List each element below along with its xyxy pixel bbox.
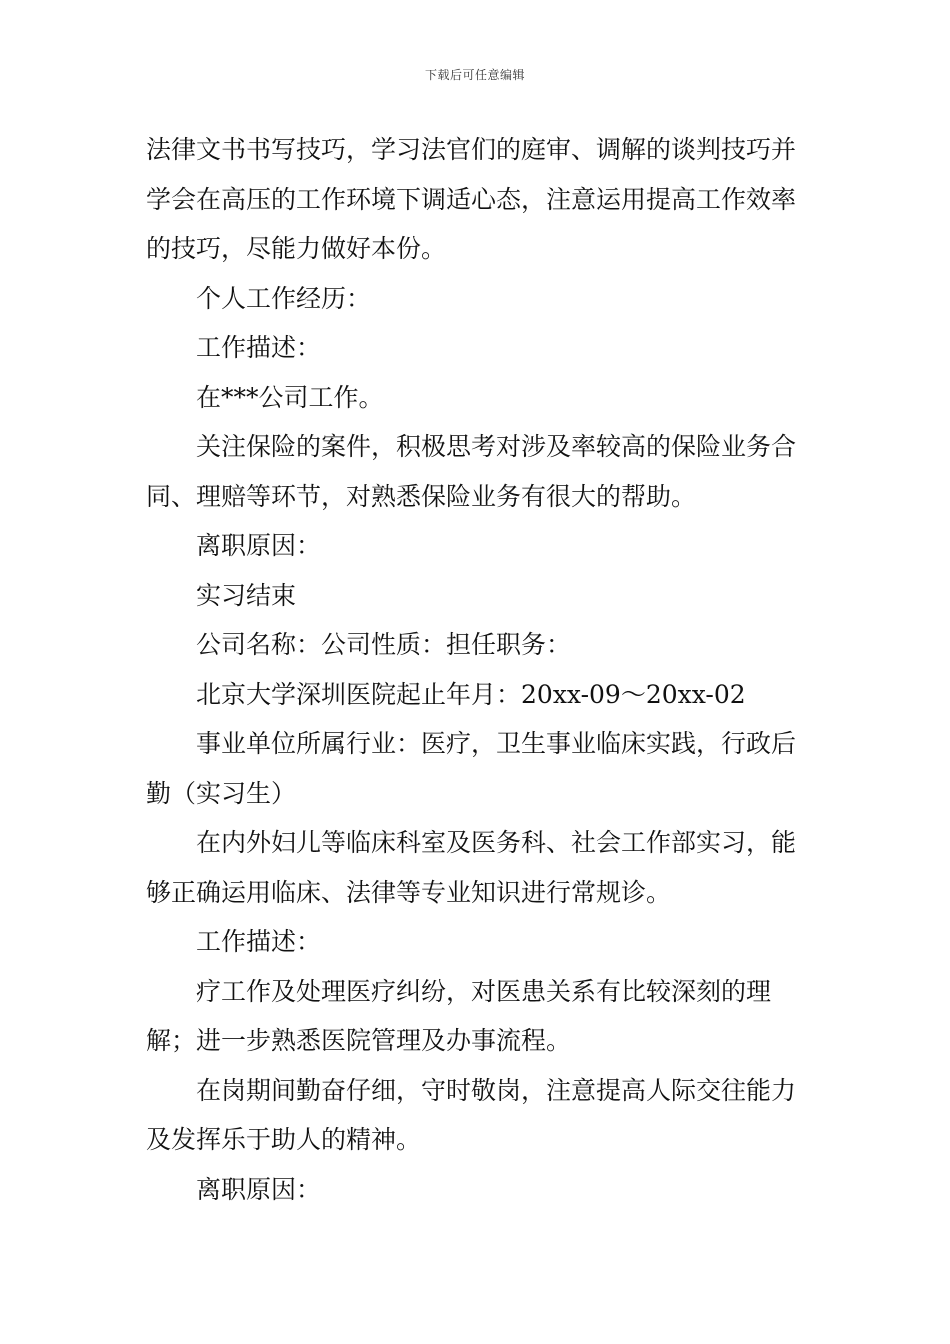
paragraph-leaving-reason-label: 离职原因： (196, 531, 322, 560)
paragraph-internship-departments: 在内外妇儿等临床科室及医务科、社会工作部实习，能够正确运用临床、法律等专业知识进行常规诊。 (146, 828, 797, 907)
paragraph-industry: 事业单位所属行业：医疗，卫生事业临床实践，行政后勤（实习生） (146, 729, 797, 808)
paragraph-job-description-label-2: 工作描述： (196, 927, 322, 956)
paragraph-insurance-cases: 关注保险的案件，积极思考对涉及率较高的保险业务合同、理赔等环节，对熟悉保险业务有很大的帮助。 (146, 432, 797, 511)
paragraph-continuation: 法律文书书写技巧，学习法官们的庭审、调解的谈判技巧并学会在高压的工作环境下调适心态，注意运用提高工作效率的技巧，尽能力做好本份。 (146, 135, 797, 263)
paragraph-hospital-dates: 北京大学深圳医院起止年月：20xx-09～20xx-02 (196, 679, 746, 709)
paragraph-work-history-heading: 个人工作经历： (196, 283, 372, 313)
paragraph-company: 在***公司工作。 (196, 382, 384, 412)
paragraph-medical-work: 疗工作及处理医疗纠纷，对医患关系有比较深刻的理解；进一步熟悉医院管理及办事流程。 (146, 976, 772, 1055)
paragraph-internship-ended: 实习结束 (196, 580, 297, 610)
paragraph-company-fields: 公司名称：公司性质：担任职务： (196, 630, 572, 659)
page-header: 下载后可任意编辑 (424, 68, 525, 82)
document-body (146, 125, 806, 1214)
paragraph-job-description-label: 工作描述： (196, 333, 322, 362)
paragraph-leaving-reason-label-2: 离职原因： (196, 1174, 322, 1204)
paragraph-diligence: 在岗期间勤奋仔细，守时敬岗，注意提高人际交往能力及发挥乐于助人的精神。 (146, 1075, 797, 1154)
